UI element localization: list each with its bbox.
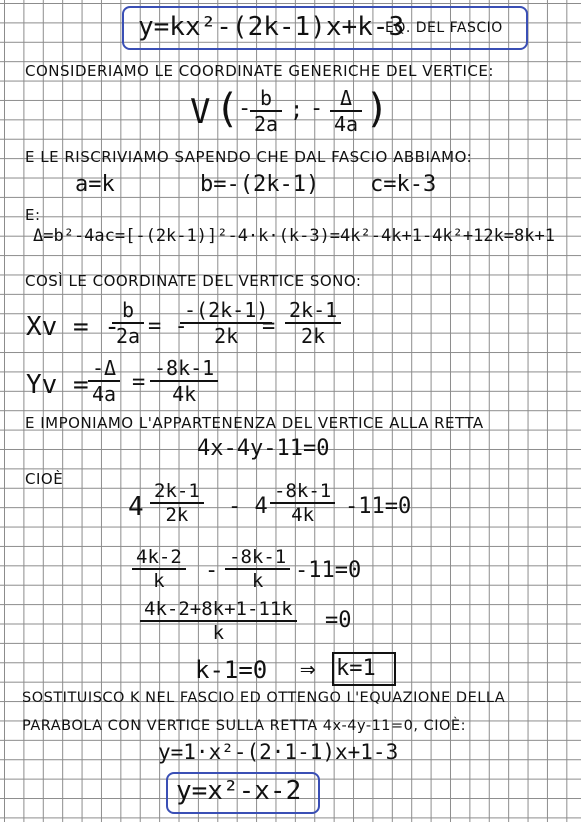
impose-text: E IMPONIAMO L'APPARTENENZA DEL VERTICE ALLA RETTA <box>25 414 484 432</box>
sub2-frac-1 <box>132 546 186 592</box>
vertex-fraction-2 <box>330 86 362 136</box>
intro-text: CONSIDERIAMO LE COORDINATE GENERICHE DEL VERTICE: <box>25 62 494 80</box>
sub1-mid: - 4 <box>228 494 268 519</box>
yv-frac-2-den: 4k <box>172 382 197 406</box>
xv-frac-1-den: 2a <box>116 324 141 348</box>
vertex-minus-1: - <box>238 96 252 121</box>
sub2-frac-2-den: k <box>251 570 264 592</box>
sub2-frac-2 <box>225 546 290 592</box>
sub1-end: -11=0 <box>345 494 412 519</box>
sub3-end: =0 <box>325 608 352 633</box>
sub1-frac-2-num: -8k-1 <box>270 480 335 504</box>
sub2-frac-1-den: k <box>153 570 165 592</box>
yv-frac-2 <box>150 356 218 406</box>
substitute-text: SOSTITUISCO K NEL FASCIO ED OTTENGO L'EQUAZIONE DELLA <box>22 690 506 706</box>
parabola-text: PARABOLA CON VERTICE SULLA RETTA 4x-4y-11=0, CIOÈ: <box>22 718 466 734</box>
sub1-frac-1-num: 2k-1 <box>150 480 204 504</box>
yv-frac-1-den: 4a <box>92 382 117 406</box>
rewrite-text: E LE RISCRIVIAMO SAPENDO CHE DAL FASCIO ABBIAMO: <box>25 148 473 166</box>
vertex-open-paren: ( <box>215 86 240 132</box>
sub2-end: -11=0 <box>295 558 362 583</box>
xv-lhs: Xv = - <box>26 312 120 342</box>
family-label: EQ. DEL FASCIO <box>385 20 503 36</box>
final-substitution: y=1·x²-(2·1-1)x+1-3 <box>158 740 399 764</box>
coef-a: a=k <box>75 172 115 197</box>
xv-frac-2-num: -(2k-1) <box>180 298 272 324</box>
sub1-frac-1-den: 2k <box>165 504 189 526</box>
sub3-frac-den: k <box>212 622 225 644</box>
yv-frac-1 <box>88 356 120 406</box>
xv-frac-1-num: b <box>112 298 144 324</box>
final-parabola: y=x²-x-2 <box>176 776 302 806</box>
sub2-frac-2-num: -8k-1 <box>225 546 290 570</box>
delta-equation: Δ=b²-4ac=[-(2k-1)]²-4·k·(k-3)=4k²-4k+1-4k²+12k=8k+1 <box>33 226 555 246</box>
vertex-separator: ; <box>290 98 304 123</box>
sub1-factor: 4 <box>128 492 144 522</box>
sub2-frac-1-num: 4k-2 <box>132 546 186 570</box>
implies-arrow: ⇒ <box>300 654 316 684</box>
vertex-close-paren: ) <box>365 86 390 132</box>
vertex-fraction-1-den: 2a <box>254 112 279 136</box>
vertex-symbol: V <box>190 92 211 132</box>
yv-frac-2-num: -8k-1 <box>150 356 218 382</box>
k-result: k=1 <box>336 656 376 681</box>
xv-eq-2: = <box>262 314 276 339</box>
xv-frac-2 <box>180 298 272 348</box>
sub1-frac-1 <box>150 480 204 526</box>
sub4-equation: k-1=0 <box>195 656 268 684</box>
coords-text: COSÌ LE COORDINATE DEL VERTICE SONO: <box>25 272 362 290</box>
coef-c: c=k-3 <box>370 172 437 197</box>
vertex-minus-2: - <box>310 96 324 121</box>
sub1-frac-2-den: 4k <box>291 504 315 526</box>
xv-eq: = - <box>148 314 188 339</box>
xv-frac-1 <box>112 298 144 348</box>
e-label: E: <box>25 206 41 224</box>
vertex-fraction-2-den: 4a <box>334 112 359 136</box>
coef-b: b=-(2k-1) <box>200 172 320 197</box>
sub3-frac <box>140 598 297 644</box>
xv-frac-3-num: 2k-1 <box>285 298 341 324</box>
sub2-mid: - <box>205 558 219 583</box>
xv-frac-2-den: 2k <box>214 324 239 348</box>
xv-frac-3-den: 2k <box>301 324 326 348</box>
yv-lhs: Yv = <box>26 370 89 400</box>
yv-frac-1-num: -Δ <box>88 356 120 382</box>
xv-frac-3 <box>285 298 341 348</box>
sub3-frac-num: 4k-2+8k+1-11k <box>140 598 297 622</box>
line-equation: 4x-4y-11=0 <box>197 436 330 461</box>
vertex-fraction-1 <box>250 86 282 136</box>
vertex-fraction-1-num: b <box>250 86 282 112</box>
vertex-fraction-2-num: Δ <box>330 86 362 112</box>
cioe-label: CIOÈ <box>25 470 64 488</box>
sub1-frac-2 <box>270 480 335 526</box>
yv-eq: = <box>132 370 146 395</box>
family-equation: y=kx²-(2k-1)x+k-3 <box>138 12 405 42</box>
